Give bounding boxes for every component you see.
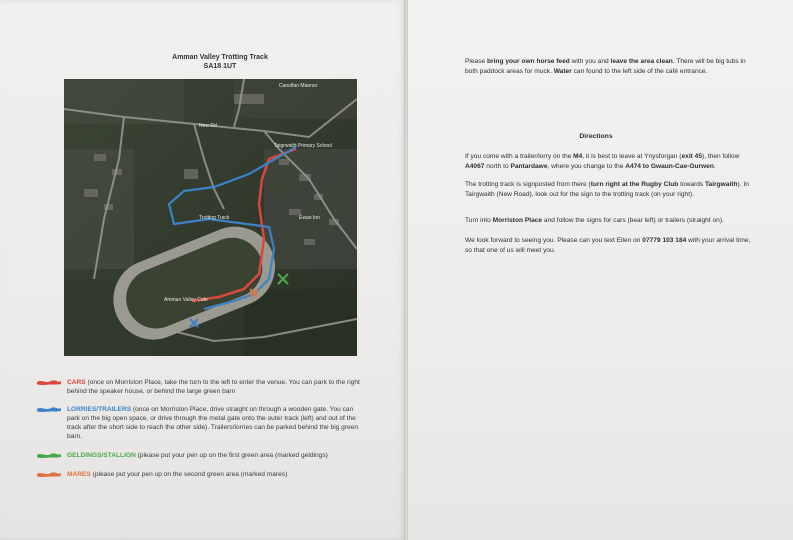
legend-mares-key: MARES xyxy=(67,471,91,478)
legend-trailers-text: (once on Morriston Place, drive straight on through a wooden gate. You can park on the big open space, or drive through the metal gate onto the outer track (left) and out of the track after the short side to reach the other side). Trailers/lorries can be parked behind the big green barn. xyxy=(67,406,359,440)
map-label-place3: Ewan Inn xyxy=(299,215,320,221)
venue-name: Amman Valley Trotting Track xyxy=(172,54,268,61)
cars-swatch xyxy=(36,378,62,386)
legend-trailers-key: LORRIES/TRAILERS xyxy=(67,406,132,413)
directions-paragraph-4: We look forward to seeing you. Please can you text Ellen on 07779 103 184 with your arrival time, so that one of us will meet you. xyxy=(465,237,751,254)
legend-mares-text: (please put your pen up on the second green area (marked mares) xyxy=(90,471,288,478)
map-label-place2: Taigrwaith Primary School xyxy=(274,143,332,149)
map-label-cafe: Amman Valley Cafe xyxy=(164,297,208,303)
legend-geldings-text: (please put your pen up on the first green area (marked geldings) xyxy=(135,452,328,459)
venue-postcode: SA18 1UT xyxy=(203,63,237,70)
legend-geldings-key: GELDINGS/STALLION xyxy=(67,452,136,459)
directions-paragraph-1: If you come with a trailer/lorry on the M4, it is best to leave at Ynysforgan (exit 45), then follow A4067 north to Pantardawe, where you change to the A474 to Gwaun-Cae-Gurwen. xyxy=(465,153,740,170)
trailers-swatch xyxy=(36,405,62,413)
map-label-track: Trotting Track xyxy=(199,215,230,221)
map-label-place1: Canolfan Maenor xyxy=(279,83,318,89)
directions-heading: Directions xyxy=(579,133,613,140)
geldings-swatch xyxy=(36,451,62,459)
legend-cars-key: CARS xyxy=(67,379,86,386)
map-graphic xyxy=(64,79,357,356)
intro-paragraph: Please bring your own horse feed with you and leave the area clean. There will be big tubs in both paddock areas for muck. Water can found to the left side of the café entrance. xyxy=(465,58,746,75)
page-fold xyxy=(404,0,408,540)
satellite-map xyxy=(64,79,357,356)
document-title xyxy=(120,53,320,71)
map-label-road: New Rd xyxy=(199,123,217,129)
mares-swatch xyxy=(36,470,62,478)
directions-paragraph-3: Turn into Morriston Place and follow the signs for cars (bear left) or trailers (straight on). xyxy=(465,217,724,224)
directions-paragraph-2: The trotting track is signposted from there (turn right at the Rugby Club towards Tairgwaith). In Tairgwaith (New Road), look out for the sign to the trotting track (on your right). xyxy=(465,181,749,198)
legend-cars-text: (once on Morriston Place, take the turn to the left to enter the venue. You can park to the right behind the speaker house, or behind the large green barn xyxy=(67,379,360,395)
right-page xyxy=(407,0,793,540)
town-area xyxy=(264,149,357,269)
